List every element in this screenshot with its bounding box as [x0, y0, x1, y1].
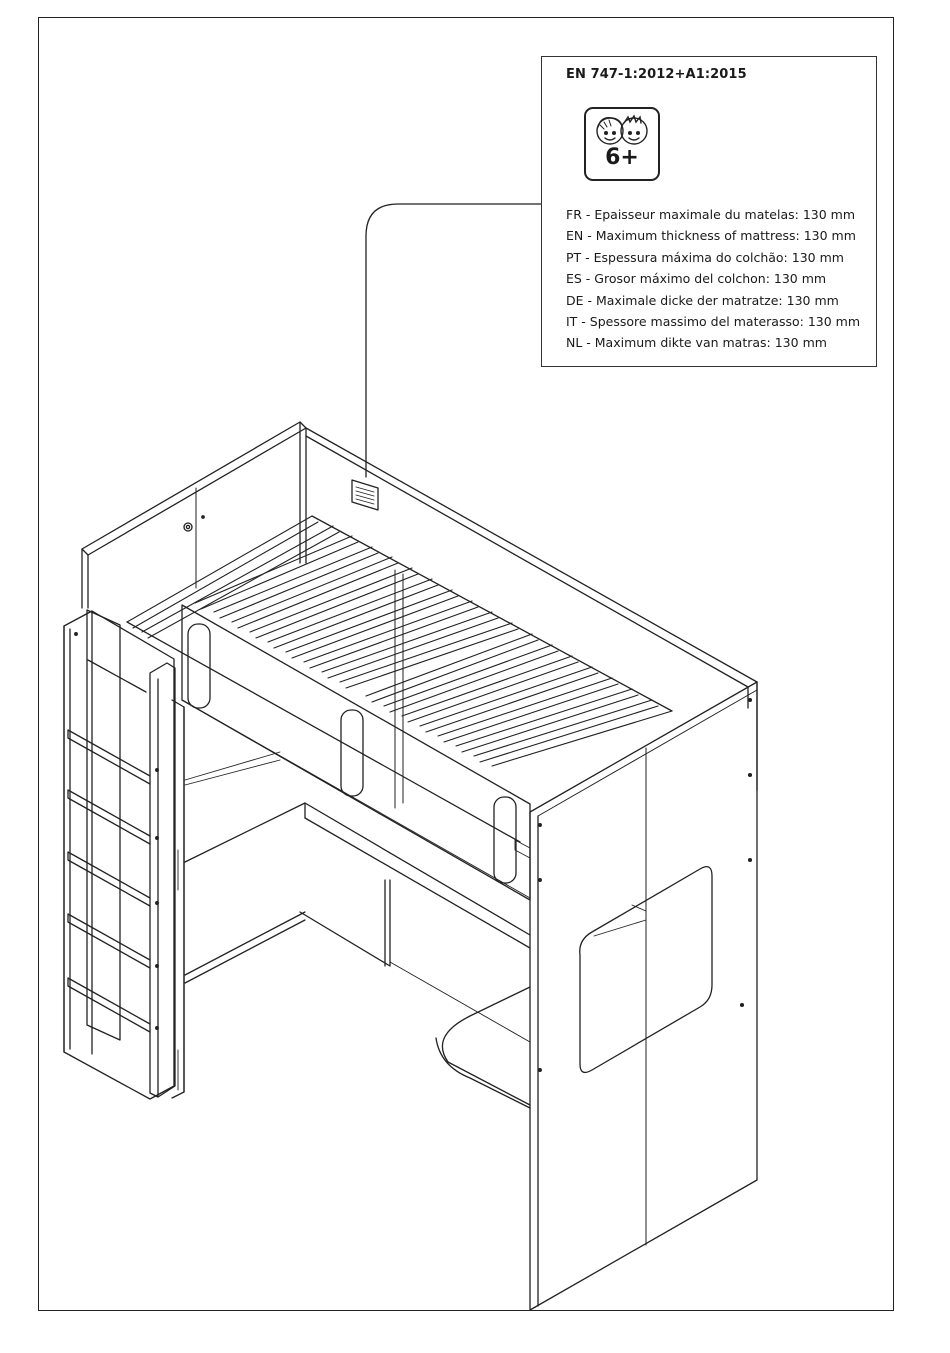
- desk-shelf: [185, 803, 530, 948]
- desk-top: [442, 987, 530, 1105]
- headboard-knob-icon: [184, 523, 192, 531]
- bed-slats: [127, 516, 672, 766]
- standard-code: EN 747-1:2012+A1:2015: [566, 67, 747, 82]
- line-nl: NL - Maximum dikte van matras: 130 mm: [566, 335, 827, 351]
- age-badge: [584, 107, 660, 181]
- mattress-thickness-list: [566, 204, 860, 354]
- guard-rail: [182, 605, 530, 900]
- line-en: EN - Maximum thickness of mattress: 130 mm: [566, 228, 856, 244]
- ladder: [68, 660, 175, 1097]
- headboard-panel: [82, 422, 306, 555]
- line-fr: FR - Epaisseur maximale du matelas: 130 mm: [566, 207, 856, 222]
- right-end-panel: [530, 682, 757, 1310]
- line-it: IT - Spessore massimo del materasso: 130 mm: [566, 314, 861, 330]
- line-es: ES - Grosor máximo del colchon: 130 mm: [566, 271, 827, 287]
- back-wall-panel: [306, 428, 757, 687]
- mattress-info-label: [541, 56, 877, 367]
- line-de: DE - Maximale dicke der matratze: 130 mm: [566, 292, 839, 308]
- rail-post-3: [494, 797, 516, 883]
- line-pt: PT - Espessura máxima do colchão: 130 mm: [566, 249, 844, 265]
- age-limit-text: 6+: [605, 145, 639, 170]
- callout-leader-line: [366, 204, 541, 477]
